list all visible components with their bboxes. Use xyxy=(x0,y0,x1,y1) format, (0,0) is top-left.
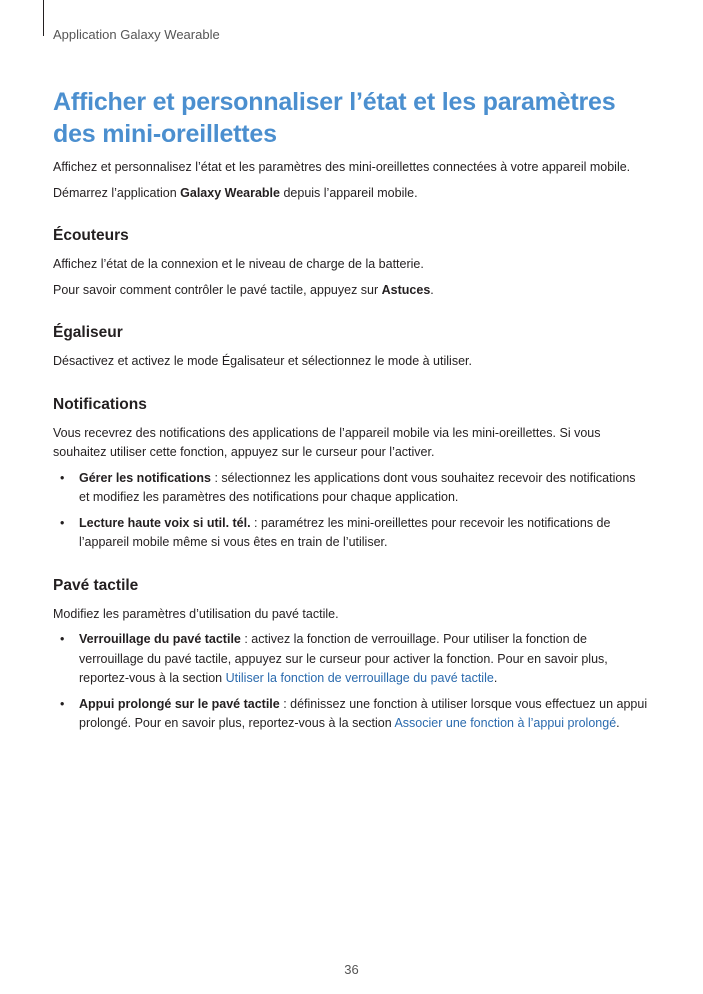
list-item: • Verrouillage du pavé tactile : activez la fonction de verrouillage. Pour utiliser la fonction de verrouillage du pavé tactile, appuyez sur le curseur pour activer la fonction. Pour en savoir plus, reportez-vous à la section Utiliser la fonction de verrouillage du pavé tactile. xyxy=(60,632,608,685)
app-name: Galaxy Wearable xyxy=(180,185,280,200)
pave-tactile-paragraph: Modifiez les paramètres d’utilisation du pavé tactile. xyxy=(53,606,339,621)
notifications-bullet-list xyxy=(53,469,649,553)
bullet-dot: • xyxy=(60,515,65,530)
list-item: • Lecture haute voix si util. tél. : paramétrez les mini-oreillettes pour recevoir les notifications de l’appareil mobile même si vous êtes en train de l’utiliser. xyxy=(60,515,611,549)
bullet-dot: • xyxy=(60,632,65,646)
notifications-paragraph: Vous recevrez des notifications des applications de l’appareil mobile via les mini-oreillettes. Si vous souhaitez utiliser cette fonction, appuyez sur le curseur pour l’activer. xyxy=(53,425,601,459)
section-title-notifications: Notifications xyxy=(53,395,147,413)
section-title-egaliseur: Égaliseur xyxy=(53,324,123,341)
main-content xyxy=(53,158,649,740)
ecouteurs-paragraph: Affichez l’état de la connexion et le niveau de charge de la batterie. xyxy=(53,257,424,271)
header-rule xyxy=(43,0,44,36)
section-link-appui-prolonge[interactable]: Associer une fonction à l’appui prolongé xyxy=(394,716,617,730)
option-label: Appui prolongé sur le pavé tactile xyxy=(79,696,280,711)
list-item: • Appui prolongé sur le pavé tactile : définissez une fonction à utiliser lorsque vous effectuez un appui prolongé. Pour en savoir plus, reportez-vous à la section Associer une fonction à l’appui prolongé. xyxy=(60,696,648,730)
ecouteurs-tips-paragraph: Pour savoir comment contrôler le pavé tactile, appuyez sur Astuces. xyxy=(53,282,434,297)
option-label: Lecture haute voix si util. tél. xyxy=(79,515,251,530)
intro-launch-paragraph: Démarrez l’application Galaxy Wearable depuis l’appareil mobile. xyxy=(53,185,418,200)
tips-label: Astuces xyxy=(381,282,431,297)
page-title: Afficher et personnaliser l’état et les paramètres des mini-oreillettes xyxy=(53,88,616,148)
pave-tactile-bullet-list xyxy=(53,630,649,734)
section-link-verrouillage[interactable]: Utiliser la fonction de verrouillage du pavé tactile xyxy=(225,671,494,685)
page-number: 36 xyxy=(344,962,359,977)
section-title-pave-tactile: Pavé tactile xyxy=(53,576,139,594)
option-label: Verrouillage du pavé tactile xyxy=(79,632,241,646)
bullet-dot: • xyxy=(60,696,65,711)
option-label: Gérer les notifications xyxy=(79,470,211,485)
running-header: Application Galaxy Wearable xyxy=(53,27,220,42)
list-item: • Gérer les notifications : sélectionnez les applications dont vous souhaitez recevoir des notifications et modifiez les paramètres des notifications pour chaque application. xyxy=(60,470,636,504)
egaliseur-paragraph: Désactivez et activez le mode Égalisateur et sélectionnez le mode à utiliser. xyxy=(53,354,472,368)
intro-paragraph: Affichez et personnalisez l’état et les paramètres des mini-oreillettes connectées à votre appareil mobile. xyxy=(53,160,631,174)
bullet-dot: • xyxy=(60,470,65,485)
section-title-ecouteurs: Écouteurs xyxy=(53,227,129,244)
